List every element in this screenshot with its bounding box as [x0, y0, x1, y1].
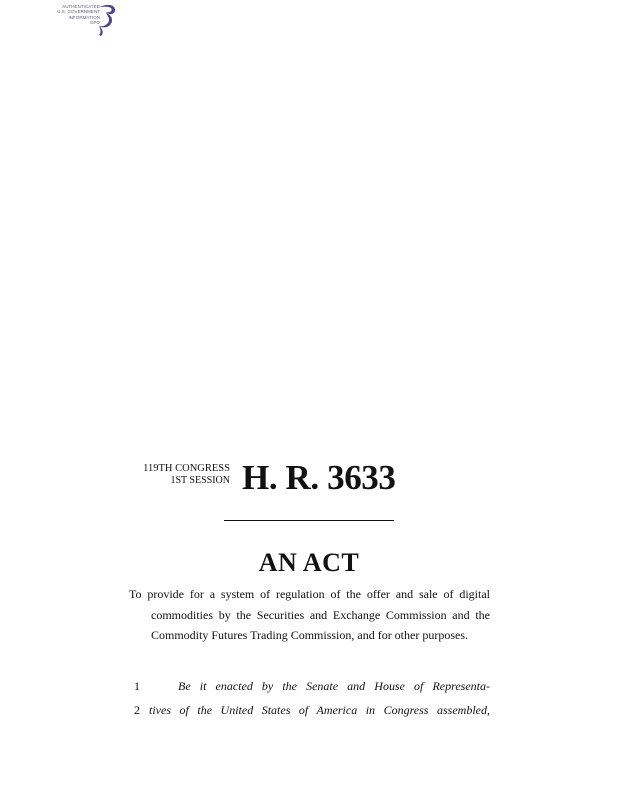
gpo-logo-line: GPO — [89, 19, 100, 25]
act-title: AN ACT — [258, 548, 360, 577]
congress-label: 119TH CONGRESS — [143, 463, 230, 474]
clause-line — [0, 698, 618, 722]
purpose-statement: To provide for a system of regulation of the offer and sale of digital commodities by the Securities and Exchange Commission and the Commodity Futures Trading Commission, and for other purposes. — [129, 587, 490, 643]
bill-number: H. R. 3633 — [242, 458, 396, 497]
gpo-logo-line: AUTHENTICATED — [62, 4, 100, 9]
congress-session-info — [128, 463, 230, 487]
clause-line — [0, 674, 618, 698]
clause-text: tives of the United States of America in Congress assembled, — [149, 703, 490, 717]
gpo-eagle-icon — [94, 3, 120, 37]
gpo-logo-line: INFORMATION — [68, 14, 100, 20]
session-label: 1ST SESSION — [170, 475, 230, 486]
enacting-clause — [0, 674, 618, 722]
gpo-logo-line: U.S. GOVERNMENT — [57, 9, 100, 15]
gpo-authentication-logo — [52, 3, 118, 37]
clause-text: Be it enacted by the Senate and House of Representa- — [178, 679, 490, 693]
horizontal-rule — [224, 520, 394, 521]
line-number: 1 — [134, 679, 140, 693]
gpo-logo-text — [52, 4, 100, 25]
line-number: 2 — [134, 703, 140, 717]
